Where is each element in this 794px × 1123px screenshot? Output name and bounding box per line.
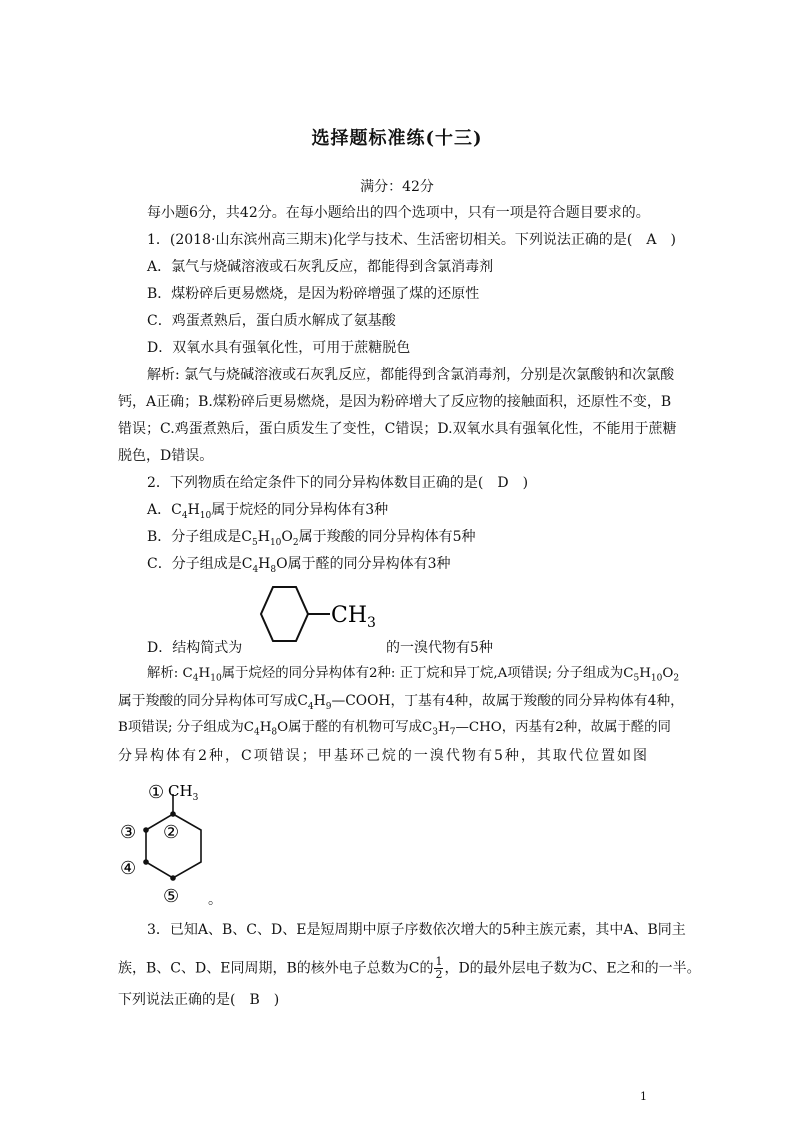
methyl-group-label: $CH_3$	[331, 603, 376, 631]
diagram-period: 。	[208, 892, 222, 908]
q3-stem-line-2: 族，B、C、D、E同周期，B的核外电子总数为C的 $\frac{1}{2}$ ，D的最外层电子数为C、E之和的一半。	[118, 955, 701, 981]
position-dot	[143, 859, 149, 865]
page-title: 选择题标准练(十三)	[311, 128, 483, 149]
position-3-label: ③	[120, 822, 137, 843]
q2-analysis-line-1: 解析: $C_4H_{10}$属于烷烃的同分异构体有2种: 正丁烷和异丁烷,A项错误; 分子组成为$C_5H_{10}O_2$	[147, 666, 680, 684]
q3-stem-line-1: 3．已知A、B、C、D、E是短周期中原子序数依次增大的5种主族元素，其中A、B同主	[147, 922, 686, 938]
intro-text: 每小题6分，共42分。在每小题给出的四个选项中，只有一项是符合题目要求的。	[147, 205, 650, 221]
q1-option-b: B．煤粉碎后更易燃烧，是因为粉碎增强了煤的还原性	[147, 286, 480, 302]
fraction-one-half: $\frac{1}{2}$	[435, 955, 443, 981]
q1-analysis-line: 钙，A正确；B.煤粉碎后更易燃烧，是因为粉碎增大了反应物的接触面积，还原性不变，B	[118, 394, 672, 410]
position-4-label: ④	[120, 858, 137, 879]
q1-stem: 1．(2018·山东滨州高三期末)化学与技术、生活密切相关。下列说法正确的是( A )	[147, 232, 676, 248]
q2-option-a: A．$C_4H_{10}$属于烷烃的同分异构体有3种	[147, 502, 389, 521]
page-number: 1	[640, 1090, 647, 1103]
q2-stem: 2．下列物质在给定条件下的同分异构体数目正确的是( D )	[147, 475, 529, 491]
q2-option-d-post: 的一溴代物有5种	[386, 640, 493, 656]
methylcyclohexane-structure	[238, 583, 386, 643]
q1-analysis-line: 脱色，D错误。	[118, 448, 214, 464]
q1-option-c: C．鸡蛋煮熟后，蛋白质水解成了氨基酸	[147, 313, 396, 329]
position-dot	[170, 875, 176, 881]
position-2-label: ②	[163, 822, 180, 843]
position-1-label: ①	[148, 782, 165, 803]
methyl-label: $CH_3$	[168, 782, 199, 803]
position-dot	[170, 811, 176, 817]
substitution-position-diagram	[116, 776, 216, 906]
q2-analysis-line-2: 属于羧酸的同分异构体可写成$C_4H_9—COOH$，丁基有4种，故属于羧酸的同分异构体有4种，	[118, 693, 684, 712]
q1-option-a: A．氯气与烧碱溶液或石灰乳反应，都能得到含氯消毒剂	[147, 259, 494, 275]
q1-analysis-line: 错误；C.鸡蛋煮熟后，蛋白质发生了变性，C错误；D.双氧水具有强氧化性，不能用于蔗糖	[118, 421, 677, 437]
q2-option-c: C．分子组成是$C_4H_8O$属于醛的同分异构体有3种	[147, 556, 451, 575]
q2-option-d-pre: D．结构简式为	[147, 640, 243, 656]
position-dot	[143, 827, 149, 833]
cyclohexane-ring	[261, 587, 308, 641]
position-5-label: ⑤	[163, 886, 180, 906]
q2-analysis-line-4: 分异构体有2种，C项错误；甲基环己烷的一溴代物有5种，其取代位置如图	[118, 748, 647, 764]
q1-analysis-line: 解析: 氯气与烧碱溶液或石灰乳反应，都能得到含氯消毒剂，分别是次氯酸钠和次氯酸	[147, 367, 675, 383]
q3-stem-line-3: 下列说法正确的是( B )	[118, 992, 280, 1008]
q2-analysis-line-3: B项错误; 分子组成为$C_4H_8O$属于醛的有机物可写成$C_3H_7—CHO$，丙基有2种，故属于醛的同	[118, 720, 671, 738]
q1-option-d: D．双氧水具有强氧化性，可用于蔗糖脱色	[147, 340, 411, 356]
q2-option-b: B．分子组成是$C_5H_{10}O_2$属于羧酸的同分异构体有5种	[147, 529, 476, 548]
score-note: 满分：42分	[360, 179, 434, 195]
